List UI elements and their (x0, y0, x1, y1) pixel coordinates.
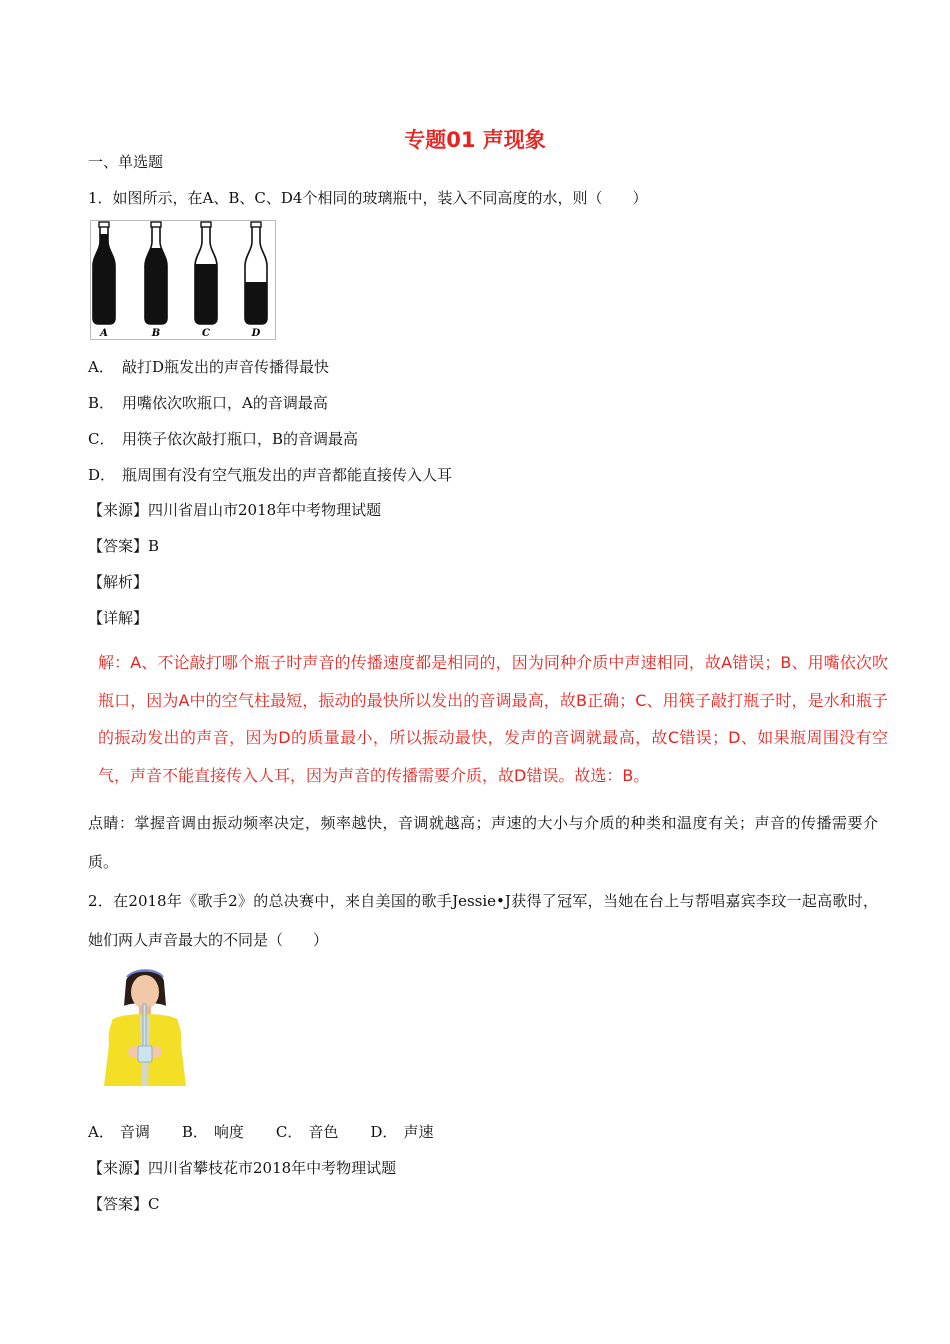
q1-option-a (88, 357, 329, 377)
option-label: C． (88, 430, 115, 448)
bottle-label-c: C (202, 328, 210, 339)
singer-photo (90, 962, 200, 1092)
bottle-label-d: D (251, 328, 261, 339)
q2-option-d-text: 声速 (403, 1123, 434, 1141)
section-heading: 一、单选题 (88, 153, 164, 171)
bottle-label-a: A (100, 328, 108, 339)
q1-explanation: 解：A、不论敲打哪个瓶子时声音的传播速度都是相同的，因为同种介质中声速相同，故A错误；B、用嘴依次吹瓶口，因为A中的空气柱最短，振动的最快所以发出的音调最高，故B正确；C、用筷子敲打瓶子时，是水和瓶子的振动发出的声音，因为D的质量最小，所以振动最快，发声的音调就最高，故C错误；D、如果瓶周围没有空气，声音不能直接传入人耳，因为声音的传播需要介质，故D错误。故选：B。 (98, 653, 888, 785)
option-label: B． (88, 394, 115, 412)
q2-option-a-label: A． (88, 1123, 114, 1141)
option-text: 敲打D瓶发出的声音传播得最快 (122, 358, 330, 376)
q1-option-c (88, 429, 358, 449)
option-text: 瓶周围有没有空气瓶发出的声音都能直接传入人耳 (122, 466, 453, 484)
q1-answer: 【答案】B (88, 537, 160, 555)
bottle-c (192, 222, 222, 326)
q2-option-c-label: C． (275, 1123, 303, 1141)
q2-options (88, 1122, 433, 1142)
q1-option-d (88, 465, 452, 485)
q2-source: 【来源】四川省攀枝花市2018年中考物理试题 (88, 1159, 397, 1177)
q1-analysis-heading: 【解析】 (88, 573, 149, 591)
q2-option-b-text: 响度 (213, 1123, 244, 1141)
option-label: D． (88, 466, 116, 484)
page-title: 专题01 声现象 (404, 128, 546, 152)
q1-source: 【来源】四川省眉山市2018年中考物理试题 (88, 501, 382, 519)
q1-stem: 1．如图所示，在A、B、C、D4个相同的玻璃瓶中，装入不同高度的水，则（ ） (88, 189, 648, 207)
q2-option-d-label: D． (370, 1123, 398, 1141)
bottles-figure (90, 220, 276, 340)
option-label: A． (88, 358, 114, 376)
bottle-d (242, 222, 272, 326)
q2-stem: 2．在2018年《歌手2》的总决赛中，来自美国的歌手Jessie•J获得了冠军，当她在台上与帮唱嘉宾李玟一起高歌时，她们两人声音最大的不同是（ ） (88, 892, 878, 949)
bottle-label-b: B (151, 328, 161, 339)
bottle-b (142, 222, 172, 326)
q1-option-b (88, 393, 328, 413)
q1-tip: 点睛：掌握音调由振动频率决定，频率越快，音调就越高；声速的大小与介质的种类和温度有关；声音的传播需要介质。 (88, 814, 878, 871)
q2-option-a-text: 音调 (119, 1123, 150, 1141)
q2-answer: 【答案】C (88, 1195, 160, 1213)
option-text: 用筷子依次敲打瓶口，B的音调最高 (122, 430, 359, 448)
bottle-a (90, 222, 120, 326)
q2-option-c-text: 音色 (308, 1123, 339, 1141)
q2-option-b-label: B． (181, 1123, 208, 1141)
q1-detail-heading: 【详解】 (88, 609, 149, 627)
option-text: 用嘴依次吹瓶口，A的音调最高 (122, 394, 328, 412)
